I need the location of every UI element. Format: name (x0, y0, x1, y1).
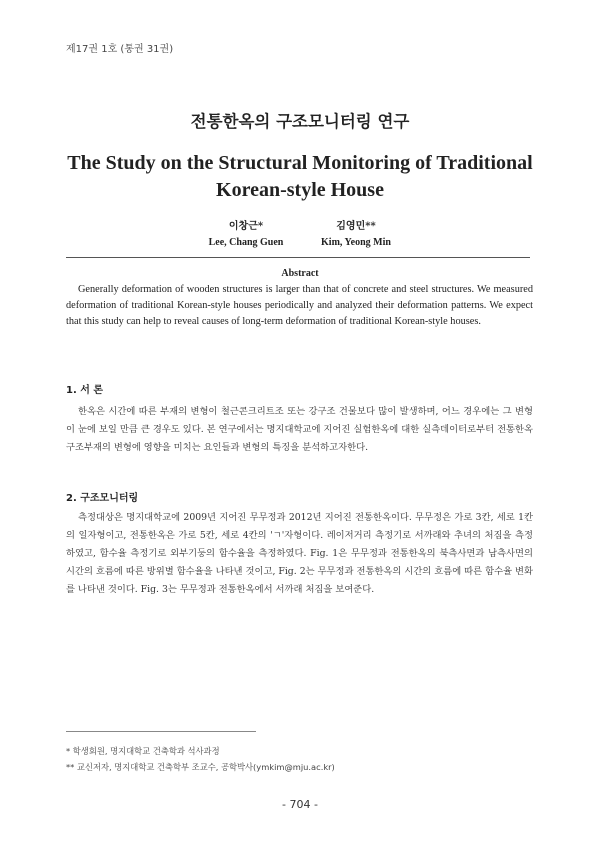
journal-volume-info: 제17권 1호 (통권 31권) (66, 44, 174, 55)
title-korean: 전통한옥의 구조모니터링 연구 (190, 112, 410, 131)
author-1-name-korean: 이창근* (228, 221, 264, 232)
abstract-heading: Abstract (281, 268, 319, 279)
title-divider (66, 257, 530, 258)
footnote-divider (66, 731, 256, 732)
section-1-body: 한옥은 시간에 따른 부재의 변형이 철근콘크리트조 또는 강구조 건물보다 많이 발생하며, 어느 경우에는 그 변형이 눈에 보일 만큼 큰 경우도 있다. 본 연구에서는 명지대학교에 지어진 실험한옥에 대한 실측데이터로부터 전통한옥 구조부재의 변형에 영향을 미치는 요인들과 변형의 특징을 분석하고자한다. (66, 406, 533, 453)
author-2-name-english: Kim, Yeong Min (321, 237, 391, 248)
footnote-2: ** 교신저자, 명지대학교 건축학부 조교수, 공학박사(ymkim@mju.ac.kr) (66, 762, 335, 772)
section-2-body: 측정대상은 명지대학교에 2009년 지어진 무무정과 2012년 지어진 전통한옥이다. 무무정은 가로 3칸, 세로 1칸의 일자형이고, 전통한옥은 가로 5칸, 세로 4칸의 'ㄱ'자형이다. 레이저거리 측정기로 서까래와 추녀의 처짐을 측정하였고, 함수율 측정기로 외부기둥의 함수율을 측정하였다. Fig. 1은 무무정과 전통한옥의 북측사면과 남측사면의 시간의 흐름에 따른 방위별 함수율을 나타낸 것이고, Fig. 2는 무무정과 전통한옥의 시간의 흐름에 따른 함수율 변화를 나타낸 것이다. Fig. 3는 무무정과 전통한옥에서 서까래 처짐을 보여준다. (66, 512, 533, 595)
page-number: - 704 - (282, 798, 318, 811)
author-1-name-english: Lee, Chang Guen (208, 237, 284, 248)
section-1-heading: 1. 서 론 (66, 385, 104, 396)
footnote-1: * 학생회원, 명지대학교 건축학과 석사과정 (66, 746, 220, 756)
title-english: The Study on the Structural Monitoring of Traditional Korean-style House (67, 152, 533, 201)
author-2-name-korean: 김영민** (336, 221, 376, 232)
abstract-body: Generally deformation of wooden structures is larger than that of concrete and steel structures. We measured deformation of traditional Korean-style houses periodically and analyzed their deformation patterns. We expect that this study can help to reveal causes of long-term deformation of traditional Korean-style houses. (66, 284, 533, 327)
author-2 (266, 219, 446, 251)
section-2-heading: 2. 구조모니터링 (66, 493, 139, 504)
